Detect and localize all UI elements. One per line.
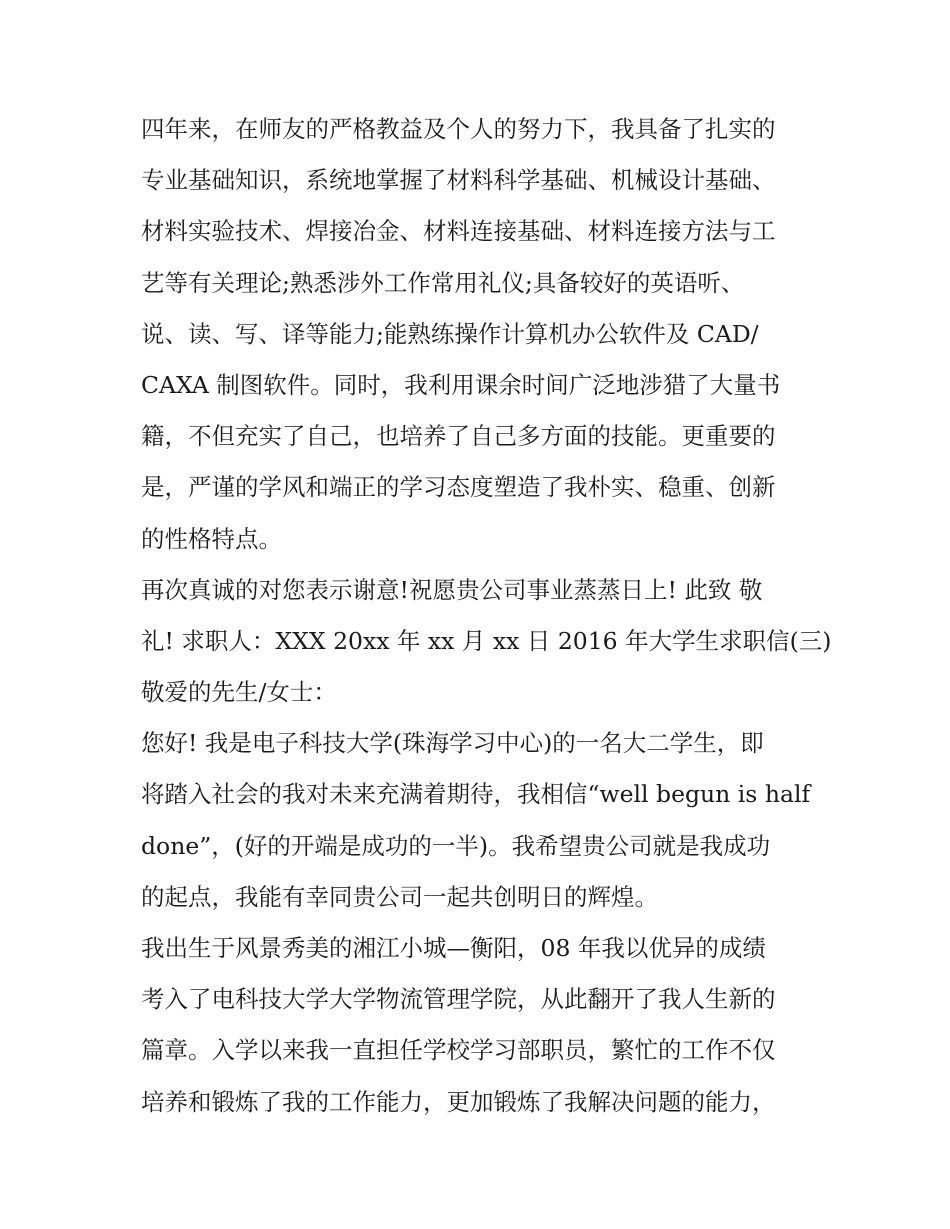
text-line: 再次真诚的对您表示谢意!祝愿贵公司事业蒸蒸日上! 此致 敬 xyxy=(141,575,763,604)
paragraph-closing-signature xyxy=(141,565,832,667)
text-line: 四年来，在师友的严格教益及个人的努力下，我具备了扎实的 xyxy=(141,115,776,143)
paragraph-education-skills xyxy=(141,104,813,565)
text-line: CAXA 制图软件。同时，我利用课余时间广泛地涉猎了大量书 xyxy=(141,370,781,399)
text-line: 培养和锻炼了我的工作能力，更加锻炼了我解决问题的能力， xyxy=(141,1087,776,1116)
paragraph-background xyxy=(141,923,813,1128)
text-line: 礼! 求职人：XXX 20xx 年 xx 月 xx 日 2016 年大学生求职信(三) xyxy=(141,626,832,655)
document-body xyxy=(141,104,832,1128)
text-line: 您好! 我是电子科技大学(珠海学习中心)的一名大二学生，即 xyxy=(141,729,764,758)
text-line: 将踏入社会的我对未来充满着期待，我相信“well begun is half xyxy=(141,780,811,809)
text-line: 艺等有关理论;熟悉涉外工作常用礼仪;具备较好的英语听、 xyxy=(141,268,745,297)
text-line: 我出生于风景秀美的湘江小城—衡阳，08 年我以优异的成绩 xyxy=(141,934,766,962)
paragraph-salutation xyxy=(141,667,813,718)
text-line: done”，(好的开端是成功的一半)。我希望贵公司就是我成功 xyxy=(141,831,771,860)
text-line: 敬爱的先生/女士： xyxy=(141,678,337,707)
text-line: 的性格特点。 xyxy=(141,524,282,553)
text-line: 籍，不但充实了自己，也培养了自己多方面的技能。更重要的 xyxy=(141,422,776,451)
text-line: 篇章。入学以来我一直担任学校学习部职员，繁忙的工作不仅 xyxy=(141,1036,776,1065)
text-line: 说、读、写、译等能力;能熟练操作计算机办公软件及 CAD/ xyxy=(141,319,759,348)
text-line: 的起点，我能有幸同贵公司一起共创明日的辉煌。 xyxy=(141,882,658,911)
paragraph-greeting-intro xyxy=(141,718,813,923)
text-line: 材料实验技术、焊接冶金、材料连接基础、材料连接方法与工 xyxy=(141,217,776,246)
text-line: 专业基础知识，系统地掌握了材料科学基础、机械设计基础、 xyxy=(141,166,776,195)
text-line: 是，严谨的学风和端正的学习态度塑造了我朴实、稳重、创新 xyxy=(141,473,776,502)
text-line: 考入了电科技大学大学物流管理学院，从此翻开了我人生新的 xyxy=(141,985,776,1014)
